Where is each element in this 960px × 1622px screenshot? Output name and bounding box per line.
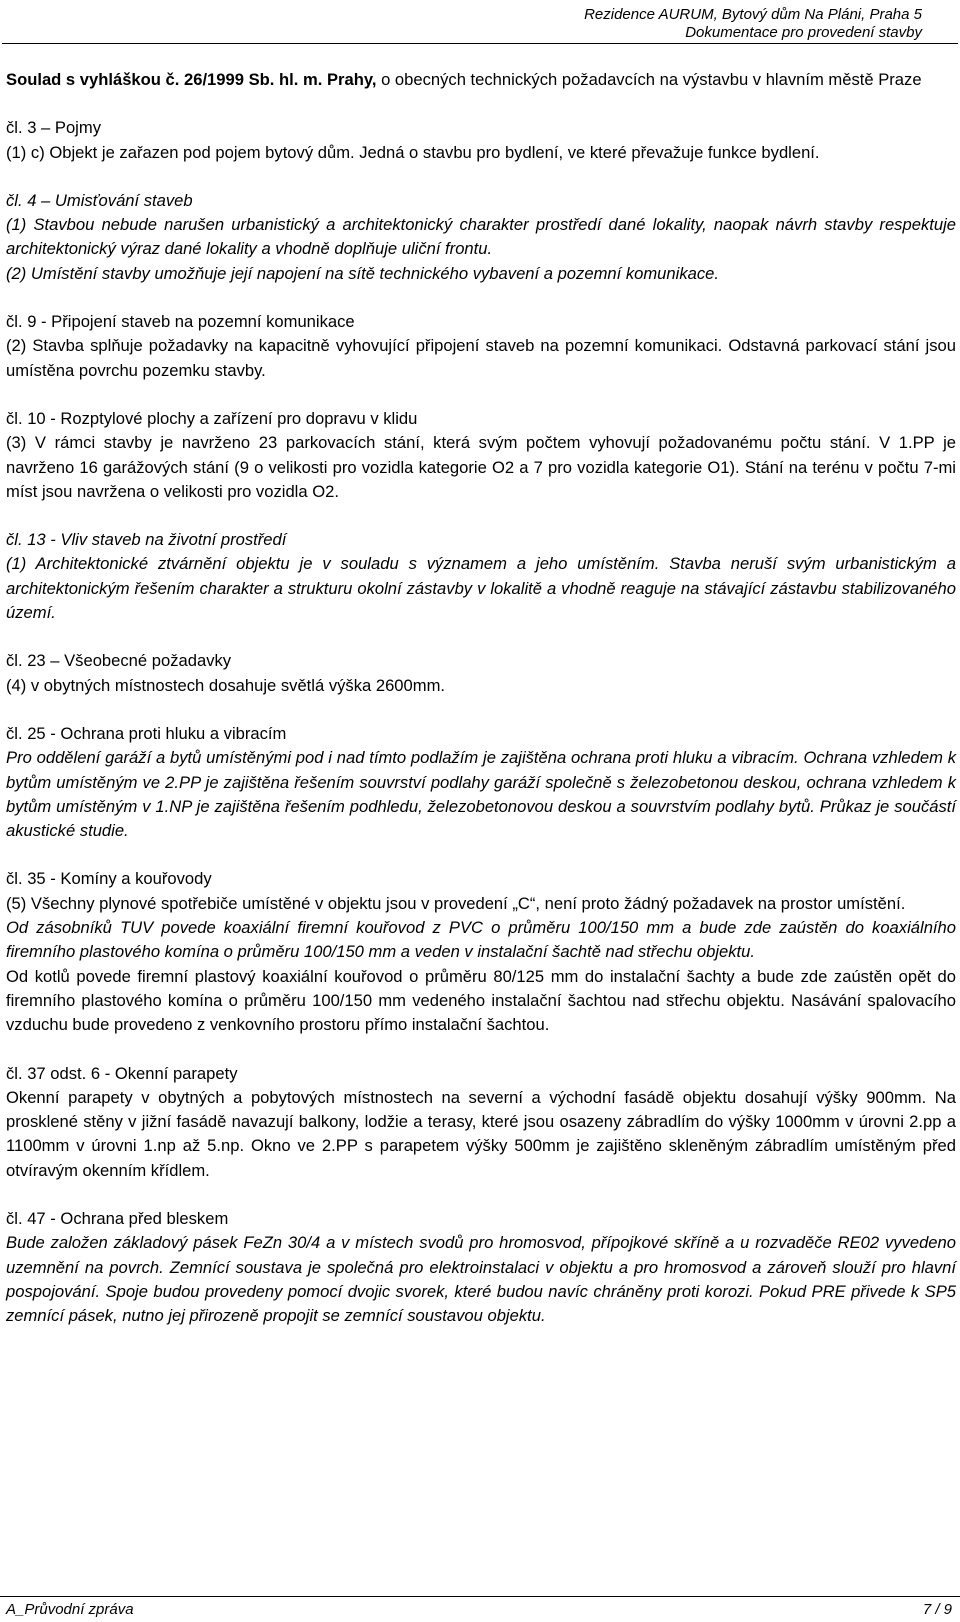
- section-cl37: [6, 1062, 956, 1183]
- section-cl35: [6, 867, 956, 1037]
- section-cl10: [6, 407, 956, 504]
- section-cl9: [6, 310, 956, 383]
- section-heading: čl. 23 – Všeobecné požadavky: [6, 651, 232, 671]
- section-text: Od kotlů povede firemní plastový koaxiální kouřovod o průměru 80/125 mm do instalační šachty a bude zde zaústěn opět do firemního plastového komína o průměru 100/150 mm vedeného instalační šachtou nad střechu objektu. Nasávání spalovacího vzduchu bude provedeno z venkovního prostoru přímo instalační šachtou.: [6, 966, 956, 1035]
- section-text: Od zásobníků TUV povede koaxiální firemní kouřovod z PVC o průměru 100/150 mm a bude zde zaústěn do koaxiálního firemního plastového komína o průměru 100/150 mm a veden v instalační šachtě nad střechu objektu.: [6, 918, 956, 962]
- title-rest: o obecných technických požadavcích na výstavbu v hlavním městě Praze: [376, 70, 922, 89]
- section-heading: čl. 9 - Připojení staveb na pozemní komunikace: [6, 312, 355, 332]
- document-title: [6, 68, 956, 92]
- header-document-type: Dokumentace pro provedení stavby: [685, 24, 922, 41]
- section-text: (5) Všechny plynové spotřebiče umístěné v objektu jsou v provedení „C“, není proto žádný požadavek na prostor umístění.: [6, 893, 906, 913]
- page-header: [584, 6, 922, 42]
- section-heading: čl. 37 odst. 6 - Okenní parapety: [6, 1063, 238, 1083]
- section-text: (1) c) Objekt je zařazen pod pojem bytový dům. Jedná o stavbu pro bydlení, ve které převažuje funkce bydlení.: [6, 142, 820, 162]
- title-bold: Soulad s vyhláškou č. 26/1999 Sb. hl. m. Prahy,: [6, 70, 377, 89]
- footer-document-name: A_Průvodní zpráva: [6, 1601, 134, 1618]
- section-text: Okenní parapety v obytných a pobytových místnostech na severní a východní fasádě objektu dosahují výšky 900mm. Na prosklené stěny v jižní fasádě navazují balkony, lodžie a terasy, které jsou osazeny zábradlím do výšky 1000mm v úrovni 2.pp a 1100mm v úrovni 1.np až 5.np. Okno ve 2.PP s parapetem výšky 500mm je zajištěno skleněným zábradlím umístěným před otvíravým okenním křídlem.: [6, 1087, 956, 1180]
- section-heading: čl. 10 - Rozptylové plochy a zařízení pro dopravu v klidu: [6, 408, 418, 428]
- section-cl13: [6, 528, 956, 625]
- section-text: (2) Stavba splňuje požadavky na kapacitně vyhovující připojení staveb na pozemní komunikaci. Odstavná parkovací stání jsou umístěna povrchu pozemku stavby.: [6, 336, 956, 380]
- section-text: (3) V rámci stavby je navrženo 23 parkovacích stání, která svým počtem vyhovují požadovanému počtu stání. V 1.PP je navrženo 16 garážových stání (9 o velikosti pro vozidla kategorie O2 a 7 pro vozidla kategorie O1). Stání na terénu v počtu 7-mi míst jsou navržena o velikosti pro vozidla O2.: [6, 433, 956, 501]
- section-cl47: [6, 1207, 956, 1328]
- section-heading: čl. 13 - Vliv staveb na životní prostředí: [6, 530, 287, 550]
- header-project-title: Rezidence AURUM, Bytový dům Na Pláni, Praha 5: [584, 6, 922, 23]
- section-cl23: [6, 649, 956, 698]
- section-heading: čl. 4 – Umisťování staveb: [6, 190, 193, 210]
- section-text: Pro oddělení garáží a bytů umístěnými pod i nad tímto podlažím je zajištěna ochrana proti hluku a vibracím. Ochrana vzhledem k bytům umístěným ve 2.PP je zajištěna řešením souvrství podlahy garáží společně s železobetonou deskou, ochrana vzhledem k bytům umístěným v 1.NP je zajištěna řešením podhledu, železobetonovou deskou a souvrstvím podlahy bytů. Průkaz je součástí akustické studie.: [6, 748, 956, 841]
- page-number: 7 / 9: [922, 1601, 952, 1618]
- document-body: [6, 68, 956, 1328]
- section-text: (2) Umístění stavby umožňuje její napojení na sítě technického vybavení a pozemní komunikace.: [6, 263, 719, 283]
- section-heading: čl. 47 - Ochrana před bleskem: [6, 1208, 229, 1228]
- section-cl25: [6, 722, 956, 843]
- section-text: (4) v obytných místnostech dosahuje světlá výška 2600mm.: [6, 675, 446, 695]
- footer-divider: [0, 1596, 960, 1597]
- section-heading: čl. 35 - Komíny a kouřovody: [6, 869, 212, 889]
- section-cl4: [6, 189, 956, 286]
- header-divider: [2, 43, 958, 44]
- section-heading: čl. 3 – Pojmy: [6, 118, 101, 138]
- section-text: (1) Architektonické ztvárnění objektu je v souladu s významem a jeho umístěním. Stavba neruší svým urbanistickým a architektonickým řešením charakter a strukturu okolní zástavby v lokalitě a vhodně reaguje na stávající zástavbu stabilizovaného území.: [6, 554, 956, 623]
- section-text: (1) Stavbou nebude narušen urbanistický a architektonický charakter prostředí dané lokality, naopak návrh stavby respektuje architektonický výraz dané lokality a vhodně doplňuje uliční frontu.: [6, 215, 956, 259]
- section-cl3: [6, 116, 956, 165]
- section-text: Bude založen základový pásek FeZn 30/4 a v místech svodů pro hromosvod, přípojkové skříně a u rozvaděče RE02 vyvedeno uzemnění na povrch. Zemnící soustava je společná pro elektroinstalaci v objektu a pro hromosvod a zároveň slouží pro hlavní pospojování. Spoje budou provedeny pomocí dvojic svorek, které budou navíc chráněny proti korozi. Pokud PRE přivede k SP5 zemnící pásek, nutno jej přirozeně propojit se zemnící soustavou objektu.: [6, 1233, 956, 1326]
- section-heading: čl. 25 - Ochrana proti hluku a vibracím: [6, 723, 287, 743]
